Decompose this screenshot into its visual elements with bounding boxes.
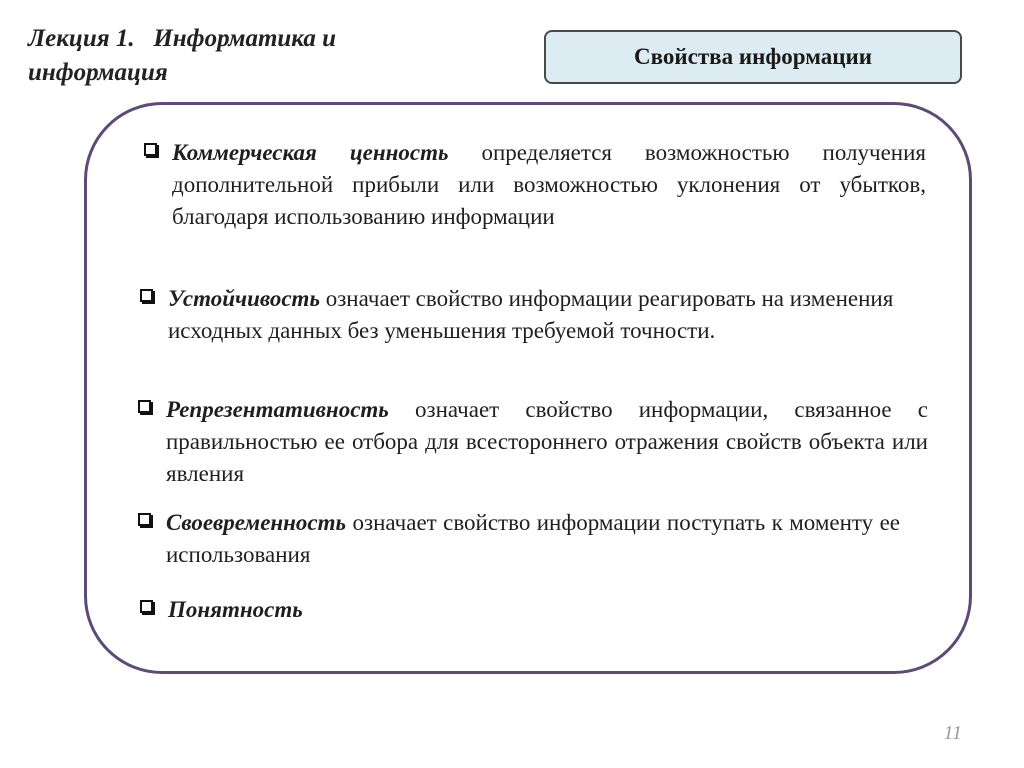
property-term: Устойчивость xyxy=(168,286,320,311)
topic-title-box xyxy=(544,30,962,84)
property-item-stability xyxy=(140,283,926,347)
checkbox-bullet-icon xyxy=(138,513,151,526)
property-term: Понятность xyxy=(168,597,303,622)
property-item-commercial-value xyxy=(144,137,926,233)
property-term: Репрезентативность xyxy=(166,397,389,422)
property-item-representativeness xyxy=(138,394,928,490)
lecture-title-line-1: Лекция 1. Информатика и xyxy=(28,25,337,52)
property-item-clarity xyxy=(140,594,540,626)
property-description: означает свойство информации реагировать на изменения исходных данных без уменьшения требуемой точности. xyxy=(168,286,894,343)
checkbox-bullet-icon xyxy=(144,143,157,156)
checkbox-bullet-icon xyxy=(140,600,153,613)
property-term: Коммерческая ценность xyxy=(172,140,449,165)
lecture-title xyxy=(28,22,408,90)
page-number: 11 xyxy=(943,722,962,744)
property-description: означает свойство информации, связанное с правильностью ее отбора для всестороннего отражения свойств объекта или явления xyxy=(166,397,929,486)
property-description: означает свойство информации поступать к моменту ее использования xyxy=(166,510,901,567)
checkbox-bullet-icon xyxy=(140,289,153,302)
property-text xyxy=(172,137,926,233)
topic-title: Свойства информации xyxy=(634,44,872,69)
property-text xyxy=(166,394,928,490)
property-text xyxy=(168,283,926,347)
property-text xyxy=(166,507,900,571)
property-term: Своевременность xyxy=(166,510,347,535)
checkbox-bullet-icon xyxy=(138,400,151,413)
property-item-timeliness xyxy=(138,507,900,571)
property-description: определяется возможностью получения дополнительной прибыли или возможностью уклонения от убытков, благодаря использованию информации xyxy=(172,140,926,229)
lecture-title-line-2: информация xyxy=(28,59,168,86)
property-text xyxy=(168,594,540,626)
